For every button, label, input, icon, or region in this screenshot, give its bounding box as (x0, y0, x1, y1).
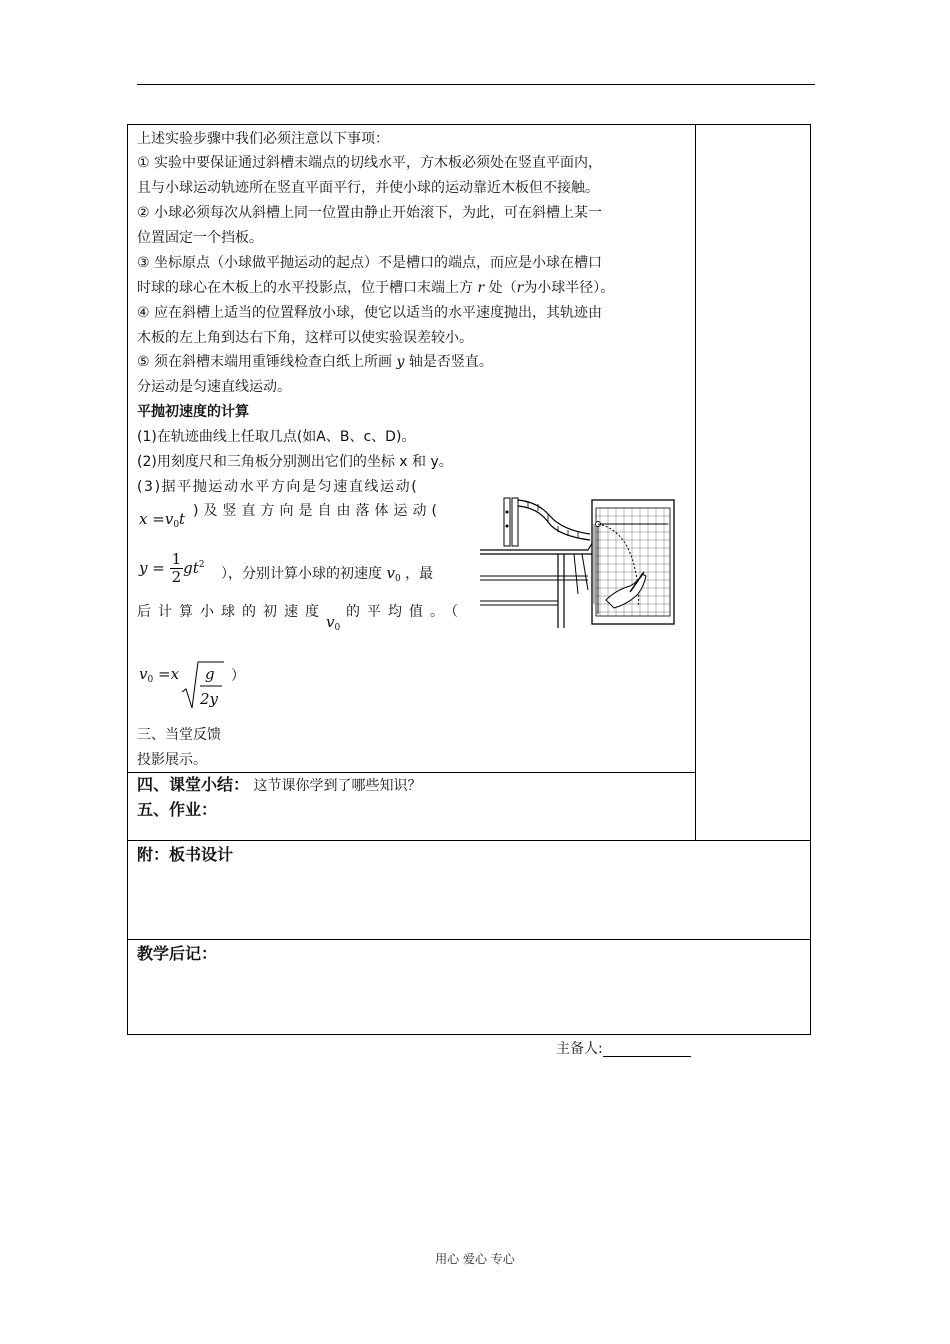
note-4-line-1: ④ 应在斜槽上适当的位置释放小球，使它以适当的水平速度抛出，其轨迹由 (137, 305, 602, 321)
preparer-blank (603, 1042, 691, 1057)
apparatus-illustration (478, 494, 688, 630)
note-1-line-1: ① 实验中要保证通过斜槽末端点的切线水平，方木板必须处在竖直平面内， (137, 155, 602, 171)
calc-step-3-line-4b: 的平均值。（ (346, 604, 465, 620)
calc-heading: 平抛初速度的计算 (137, 404, 249, 420)
summary-row: 四、课堂小结： 这节课你学到了哪些知识？ (137, 775, 422, 794)
note-2-line-2: 位置固定一个挡板。 (137, 230, 263, 246)
formula-g: g (205, 665, 215, 683)
header-rule (137, 84, 815, 85)
preparer-field: 主备人: (556, 1041, 691, 1057)
formula-v0-inline: $v_0$ (326, 613, 341, 633)
note-5: ⑤ 须在斜槽末端用重锤线检查白纸上所画 y 轴是否竖直。 (137, 354, 493, 370)
row-divider-summary (127, 772, 695, 773)
calc-step-3-line-2: )及竖直方向是自由落体运动( (193, 503, 442, 519)
page-footer: 用心 爱心 专心 (435, 1252, 515, 1266)
calc-step-3-line-4a: 后计算小球的初速度 (137, 604, 326, 620)
calc-step-1: (1)在轨迹曲线上任取几点(如A、B、c、D)。 (137, 429, 416, 445)
feedback-title: 三、当堂反馈 (137, 727, 221, 743)
calc-step-3-line-3: ），分别计算小球的初速度 $v_0$ ，最 (221, 564, 434, 584)
note-4-line-2: 木板的左上角到达右下角，这样可以使实验误差较小。 (137, 330, 473, 346)
table-column-divider (695, 124, 696, 841)
note-3-line-2: 时球的球心在木板上的水平投影点，位于槽口末端上方 r 处（r为小球半径）。 (137, 280, 615, 296)
reflection-label: 教学后记： (137, 944, 218, 963)
formula-2y: 2y (200, 690, 219, 708)
calc-step-2: (2)用刻度尺和三角板分别测出它们的坐标 x 和 y。 (137, 454, 453, 470)
board-design-label: 附：板书设计 (137, 845, 234, 864)
motion-note: 分运动是匀速直线运动。 (137, 379, 291, 395)
formula-v0-sqrt: $v_0 =x$ (139, 665, 180, 685)
notes-intro: 上述实验步骤中我们必须注意以下事项： (137, 131, 389, 147)
feedback-body: 投影展示。 (137, 752, 207, 768)
note-1-line-2: 且与小球运动轨迹所在竖直平面平行，并使小球的运动靠近木板但不接触。 (137, 180, 599, 196)
note-2-line-1: ② 小球必须每次从斜槽上同一位置由静止开始滚下，为此，可在斜槽上某一 (137, 205, 602, 221)
homework-label: 五、作业： (137, 800, 218, 819)
formula-y-half-gt2: y = $\frac{1}{2}$ $gt^2$ (139, 550, 205, 586)
row-divider-reflection (127, 939, 811, 940)
note-3-line-1: ③ 坐标原点（小球做平抛运动的起点）不是槽口的端点，而应是小球在槽口 (137, 255, 602, 271)
calc-step-3-line-1: (3)据平抛运动水平方向是匀速直线运动( (137, 479, 419, 495)
formula-x-vt: $x =v_0t$ (139, 510, 186, 530)
formula-close-paren: ） (231, 668, 245, 684)
row-divider-board (127, 840, 811, 841)
